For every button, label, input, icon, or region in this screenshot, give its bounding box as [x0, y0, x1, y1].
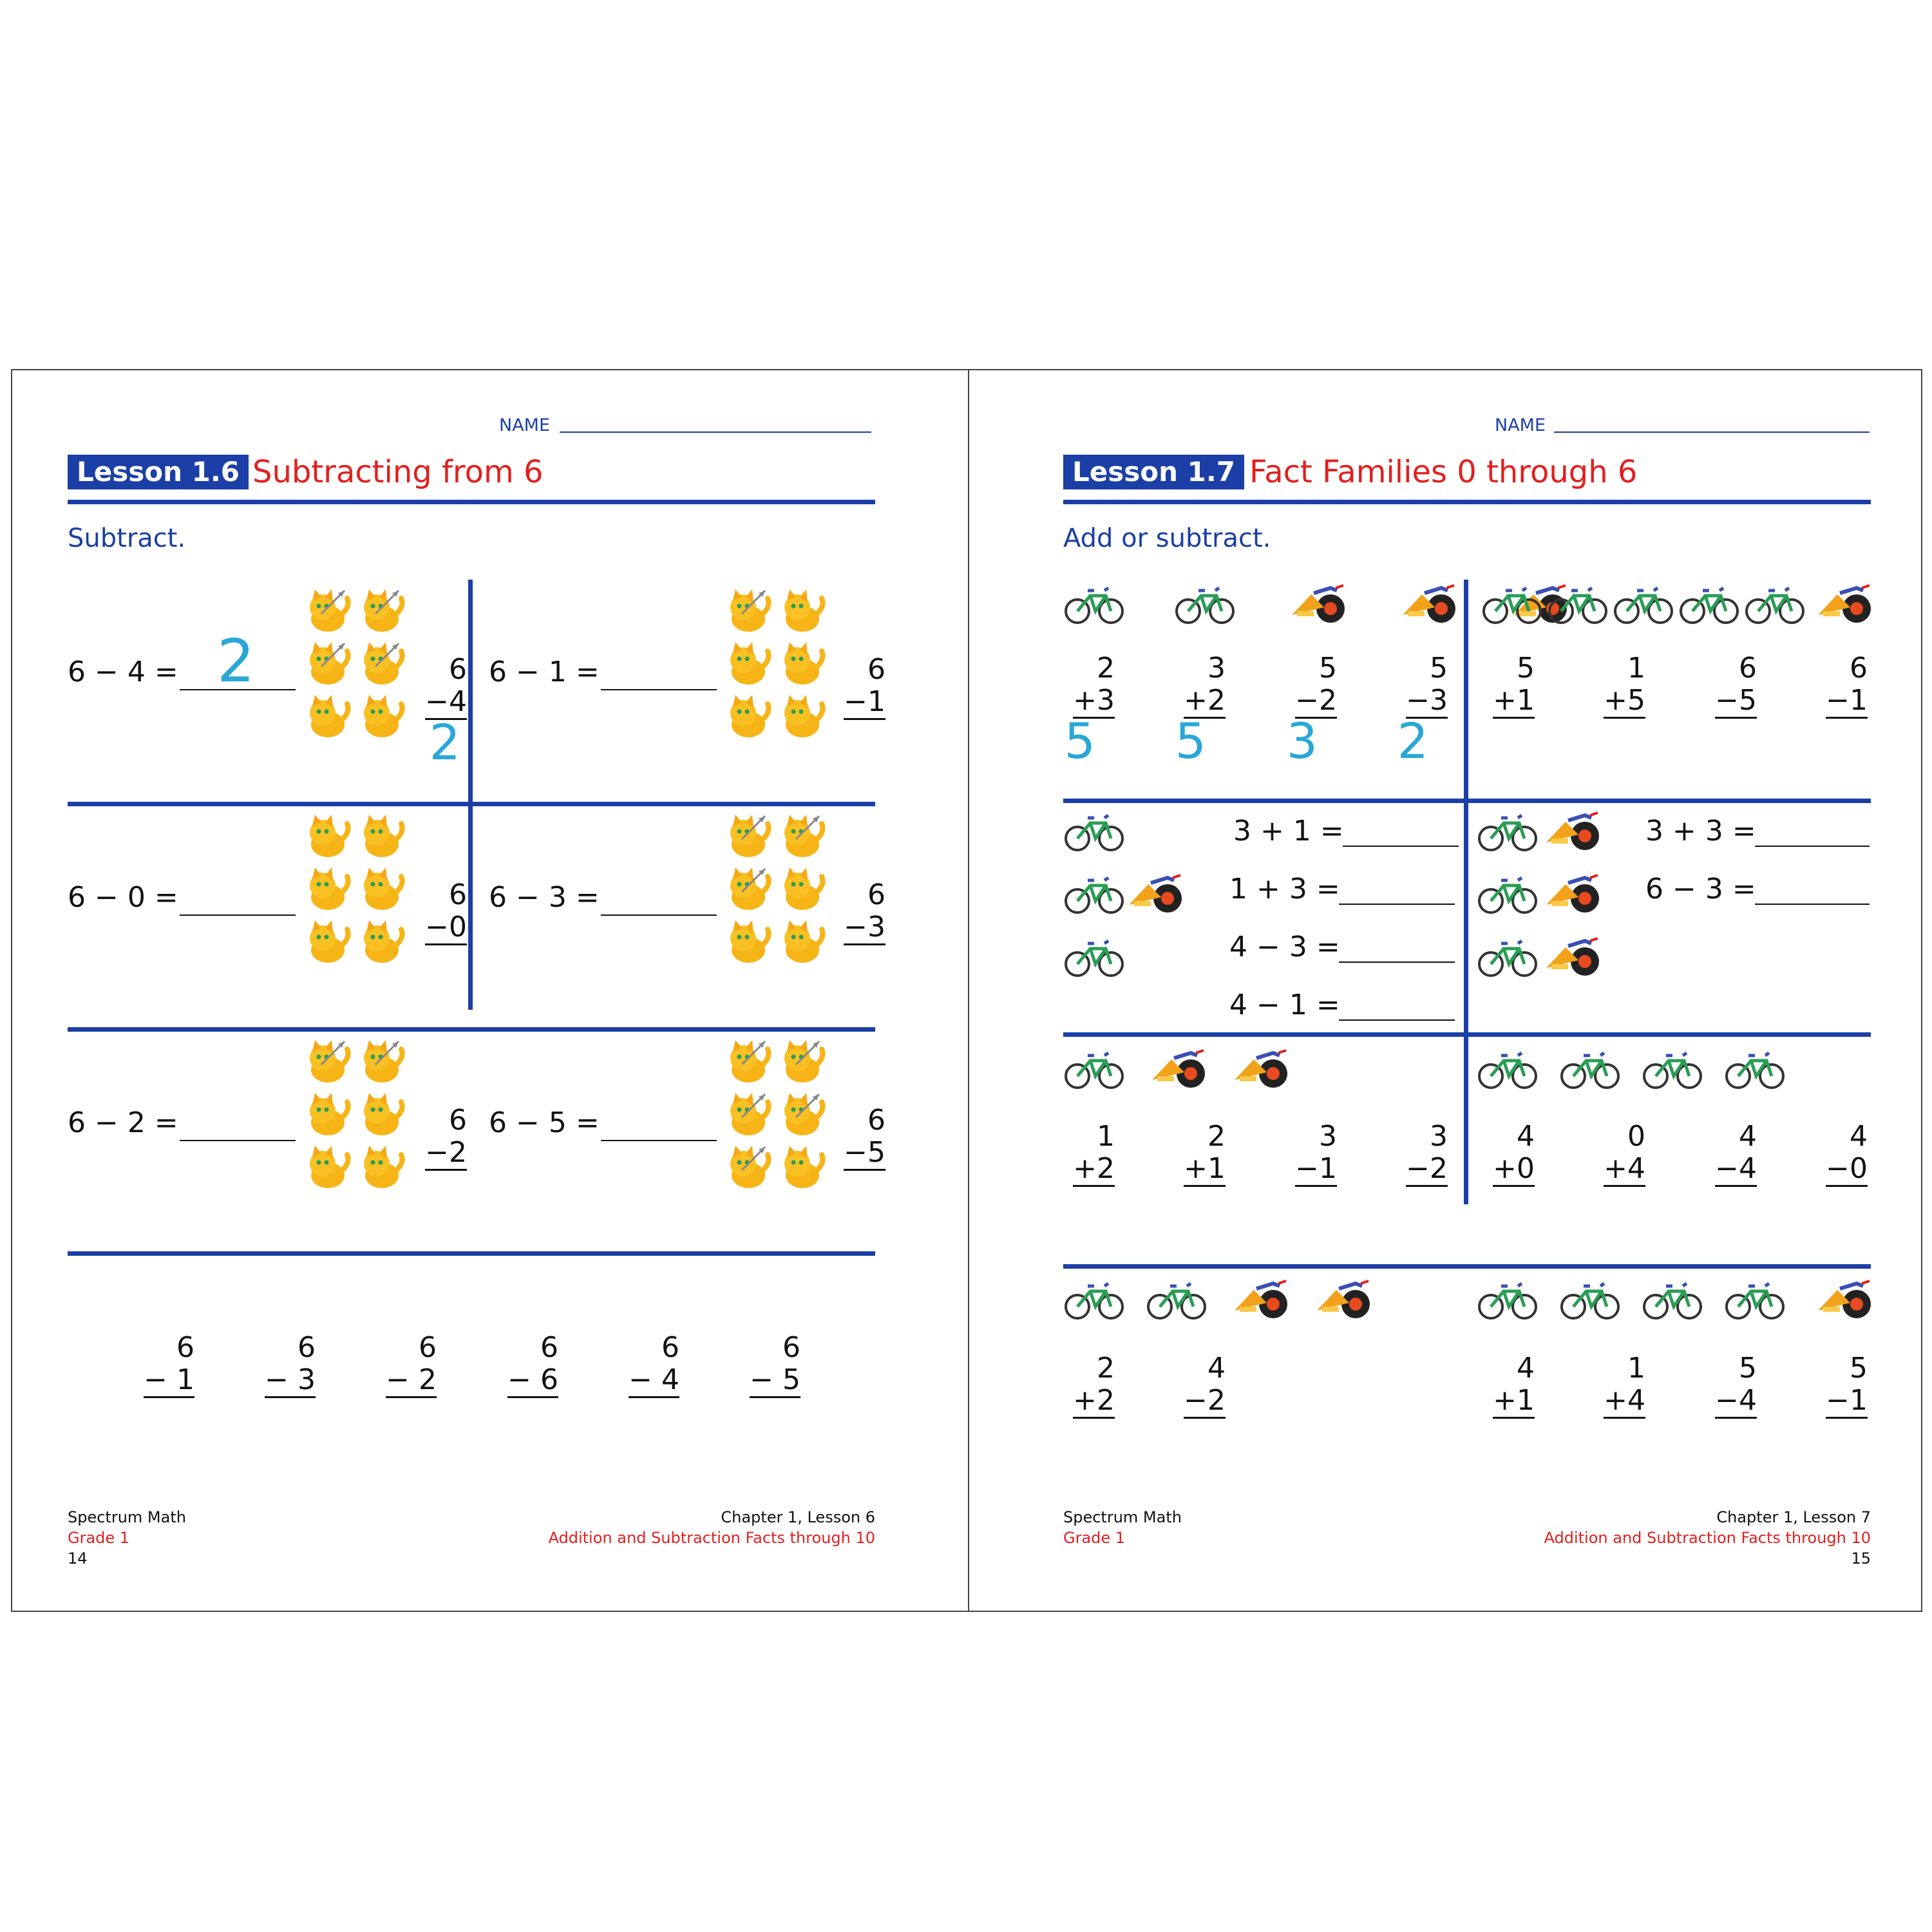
cat-icon: [723, 866, 773, 915]
bicycle-icon: [1063, 809, 1125, 857]
footer-topic: Addition and Subtraction Facts through 10: [548, 1529, 875, 1547]
bicycle-icon: [1559, 1277, 1621, 1325]
vertical-problem: 2 +3: [1063, 652, 1115, 719]
title-underline: [1063, 500, 1871, 504]
grid-divider-1: [1063, 799, 1871, 803]
name-label: NAME: [1495, 415, 1546, 435]
footer-right: [1544, 1507, 1871, 1569]
bicycle-icon: [1724, 1046, 1786, 1094]
bicycle-icon: [1678, 582, 1740, 629]
vertical-problem: 4 +0: [1483, 1121, 1535, 1187]
bicycle-icon: [1481, 582, 1543, 629]
equation-6-minus-1: 6 − 1 =: [489, 656, 600, 688]
answer-blank[interactable]: [601, 914, 717, 916]
equation-6-minus-5: 6 − 5 =: [489, 1106, 600, 1139]
vertical-problem: 2 +2: [1063, 1352, 1115, 1419]
cat-icon: [356, 1092, 406, 1141]
cat-icon: [356, 919, 406, 968]
vertical-problem: 6 −5: [1705, 652, 1757, 719]
minuend: 6: [449, 653, 467, 686]
traced-answer: 3: [1286, 712, 1318, 770]
grid-divider-2: [68, 1027, 875, 1032]
answer-blank[interactable]: [1755, 904, 1870, 905]
footer-left: [68, 1507, 186, 1569]
grid-divider-2: [1063, 1032, 1871, 1037]
vertical-problem: 6 −3: [829, 879, 886, 945]
cat-icon: [356, 694, 406, 743]
vertical-problem: 4 −0: [1816, 1121, 1868, 1187]
cat-icon: [777, 1092, 827, 1141]
answer-blank[interactable]: [1339, 1019, 1455, 1021]
bicycle-icon: [1477, 809, 1539, 857]
vertical-problem: 3 −1: [1285, 1121, 1337, 1187]
subtrahend: −4: [425, 686, 467, 720]
footer-grade: Grade 1: [68, 1529, 130, 1547]
bicycle-icon: [1063, 934, 1125, 982]
name-label: NAME: [499, 415, 551, 435]
left-page: [11, 369, 967, 1612]
cat-icon: [302, 1092, 352, 1141]
lesson-title: Fact Families 0 through 6: [1249, 454, 1638, 490]
cat-icon: [723, 694, 773, 743]
vertical-problem: 0 +4: [1594, 1121, 1645, 1187]
tricycle-icon: [1311, 1277, 1372, 1325]
cat-icon: [777, 866, 827, 915]
bicycle-icon: [1613, 582, 1674, 629]
tricycle-icon: [1540, 871, 1602, 919]
grid-divider-1: [68, 802, 875, 806]
vertical-problem: 1 +2: [1063, 1121, 1115, 1187]
equation-6-minus-0: 6 − 0 =: [68, 881, 178, 914]
footer-series: Spectrum Math: [68, 1508, 186, 1526]
cat-icon: [356, 866, 406, 915]
cat-icon: [356, 1039, 406, 1088]
tricycle-icon: [1285, 582, 1347, 629]
bicycle-icon: [1724, 1277, 1786, 1325]
vertical-problem: 6 −0: [410, 879, 467, 945]
tricycle-icon: [1122, 871, 1184, 919]
answer-blank[interactable]: [1339, 961, 1455, 963]
vertical-problem: 4 +1: [1483, 1352, 1535, 1419]
traced-answer: 2: [1397, 712, 1428, 770]
cat-icon: [777, 588, 827, 637]
vertical-problem: [410, 654, 467, 720]
cat-icon: [302, 588, 352, 637]
vertical-problem: 1 +4: [1594, 1352, 1645, 1419]
vertical-problem: 5 +1: [1483, 652, 1535, 719]
tricycle-icon: [1812, 582, 1873, 629]
vertical-problem: 6 −5: [829, 1104, 886, 1171]
equation: 4 − 3 =: [1229, 931, 1340, 963]
cat-icon: [302, 866, 352, 915]
cat-icon: [723, 641, 773, 690]
vertical-problem: 6 − 6: [507, 1332, 558, 1398]
vertical-problem: 3 +2: [1174, 652, 1226, 719]
page-number: 14: [68, 1549, 88, 1567]
vertical-problem: 5 −4: [1705, 1352, 1757, 1419]
traced-answer: 5: [1064, 712, 1095, 770]
vertical-problem: 6 −2: [410, 1104, 467, 1171]
bicycle-icon: [1642, 1046, 1703, 1094]
lesson-badge: Lesson 1.7: [1063, 455, 1244, 489]
equation-6-minus-2: 6 − 2 =: [68, 1106, 178, 1139]
cat-icon: [723, 588, 773, 637]
vertical-problem: 6 − 3: [264, 1332, 316, 1398]
cat-icon: [356, 588, 406, 637]
vertical-problem: 5 −3: [1396, 652, 1448, 719]
footer-chapter: Chapter 1, Lesson 7: [1716, 1508, 1871, 1526]
tricycle-icon: [1812, 1277, 1873, 1325]
bicycle-icon: [1642, 1277, 1703, 1325]
vertical-problem: 6 −1: [1816, 652, 1868, 719]
vertical-problem: 5 −2: [1285, 652, 1337, 719]
traced-answer: 2: [217, 627, 255, 696]
vertical-problem: 3 −2: [1396, 1121, 1448, 1187]
traced-answer: 2: [429, 714, 460, 771]
footer-series: Spectrum Math: [1063, 1508, 1182, 1526]
cat-icon: [777, 641, 827, 690]
grid-divider-3: [1063, 1264, 1871, 1269]
bicycle-icon: [1559, 1046, 1621, 1094]
vertical-problem: 6 − 4: [628, 1332, 679, 1398]
answer-blank[interactable]: [601, 689, 717, 690]
traced-answer: 5: [1175, 712, 1206, 770]
vertical-problem: 4 −4: [1705, 1121, 1757, 1187]
vertical-problem: 4 −2: [1174, 1352, 1226, 1419]
equation: 3 + 3 =: [1645, 815, 1756, 848]
vertical-problem: 6 −1: [829, 654, 886, 720]
vertical-problem: 6 − 1: [143, 1332, 194, 1398]
instruction: Add or subtract.: [1063, 524, 1271, 553]
answer-blank[interactable]: [180, 1140, 296, 1141]
answer-blank[interactable]: [180, 914, 296, 916]
bicycle-icon: [1477, 934, 1539, 982]
right-page: [968, 369, 1924, 1612]
answer-blank[interactable]: [1755, 846, 1870, 847]
equation-6-minus-3: 6 − 3 =: [489, 881, 600, 914]
vertical-problem: 5 −1: [1816, 1352, 1868, 1419]
vertical-problem: 2 +1: [1174, 1121, 1226, 1187]
vertical-problem: 1 +5: [1594, 652, 1645, 719]
footer-left: [1063, 1507, 1182, 1548]
bicycle-icon: [1744, 582, 1806, 629]
cat-icon: [302, 919, 352, 968]
tricycle-icon: [1228, 1046, 1290, 1094]
cat-icon: [302, 641, 352, 690]
footer-right: [549, 1507, 876, 1548]
bicycle-icon: [1063, 871, 1125, 919]
bicycle-icon: [1063, 1277, 1125, 1325]
cat-icon: [777, 1039, 827, 1088]
equation: 1 + 3 =: [1229, 873, 1340, 905]
cat-icon: [302, 1039, 352, 1088]
cat-icon: [302, 1144, 352, 1193]
bicycle-icon: [1477, 871, 1539, 919]
bicycle-icon: [1477, 1046, 1539, 1094]
cat-icon: [302, 694, 352, 743]
equation: 6 − 3 =: [1645, 873, 1756, 905]
cat-icon: [356, 813, 406, 862]
lesson-title: Subtracting from 6: [252, 454, 544, 490]
cat-icon: [723, 1144, 773, 1193]
cat-icon: [777, 1144, 827, 1193]
bicycle-icon: [1146, 1277, 1208, 1325]
tricycle-icon: [1540, 809, 1602, 857]
equation-6-minus-4: 6 − 4 =: [68, 656, 178, 688]
tricycle-icon: [1396, 582, 1458, 629]
tricycle-icon: [1228, 1277, 1290, 1325]
cat-icon: [723, 1039, 773, 1088]
cat-icon: [302, 813, 352, 862]
vertical-problem: 6 − 2: [385, 1332, 437, 1398]
bicycle-icon: [1477, 1277, 1539, 1325]
equation: 3 + 1 =: [1233, 815, 1344, 848]
tricycle-icon: [1540, 934, 1602, 982]
footer-grade: Grade 1: [1063, 1529, 1126, 1547]
cat-icon: [356, 641, 406, 690]
answer-blank[interactable]: [601, 1140, 717, 1141]
bicycle-icon: [1063, 1046, 1125, 1094]
cat-icon: [723, 1092, 773, 1141]
footer-topic: Addition and Subtraction Facts through 10: [1544, 1529, 1871, 1547]
grid-divider-3: [68, 1251, 875, 1256]
cat-icon: [777, 919, 827, 968]
grid-vertical-divider: [1464, 580, 1468, 1204]
tricycle-icon: [1146, 1046, 1208, 1094]
instruction: Subtract.: [68, 524, 186, 553]
cat-icon: [356, 1144, 406, 1193]
name-field[interactable]: [560, 431, 871, 433]
title-underline: [68, 500, 875, 504]
bicycle-icon: [1547, 582, 1609, 629]
footer-chapter: Chapter 1, Lesson 6: [721, 1508, 875, 1526]
grid-vertical-divider: [468, 580, 473, 1010]
bicycle-icon: [1063, 582, 1125, 629]
cat-icon: [723, 919, 773, 968]
bicycle-icon: [1174, 582, 1236, 629]
equation: 4 − 1 =: [1229, 989, 1340, 1021]
answer-blank[interactable]: [1343, 846, 1459, 847]
vertical-problem: 6 − 5: [749, 1332, 800, 1398]
page-number: 15: [1851, 1549, 1871, 1567]
lesson-badge: Lesson 1.6: [68, 455, 249, 489]
name-field[interactable]: [1554, 431, 1870, 433]
cat-icon: [723, 813, 773, 862]
cat-icon: [777, 694, 827, 743]
cat-icon: [777, 813, 827, 862]
answer-blank[interactable]: [1339, 904, 1455, 905]
